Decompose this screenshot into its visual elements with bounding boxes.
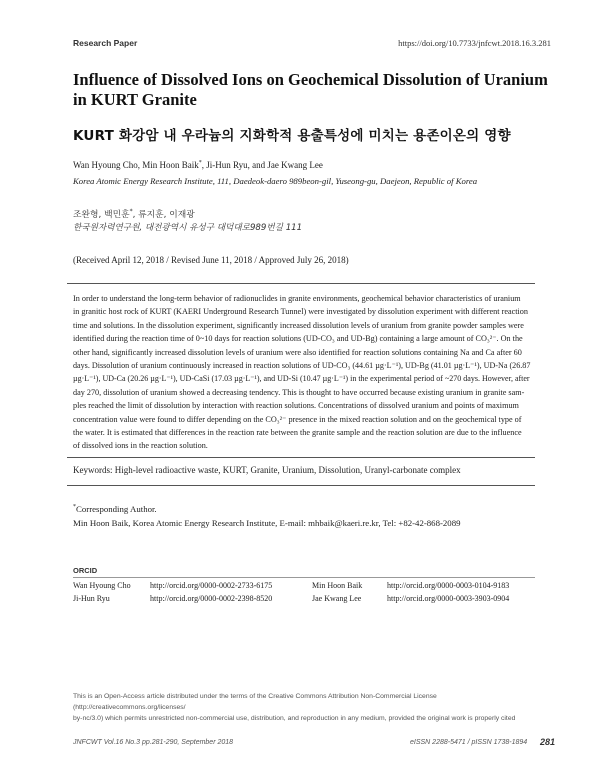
keywords: Keywords: High-level radioactive waste, KURT, Granite, Uranium, Dissolution, Uranyl-carbonate complex	[73, 465, 461, 475]
abstract-line: In order to understand the long-term behavior of radionuclides in granite environments, geochemical behavior characteristics of uranium	[73, 294, 521, 303]
doi-link[interactable]: https://doi.org/10.7733/jnfcwt.2018.16.3.281	[398, 38, 551, 48]
issn: eISSN 2288-5471 / pISSN 1738-1894	[410, 739, 528, 746]
abstract-line: identified during the reaction time of 0~10 days for reaction solutions (UD-CO₃ and UD-Bg) containing a large amount of CO₃²⁻. On the	[73, 334, 523, 344]
abstract-line: time and solutions. In the dissolution experiment, significantly increased dissolution levels of uranium from granite powder samples were	[73, 320, 524, 330]
abstract-line: other hand, significantly increased dissolution levels of uranium were also identified for reaction solutions containing Na and Ca after 60	[73, 347, 522, 357]
author-names-korean-first: 조완형, 백민훈	[73, 210, 130, 220]
abstract-line: day 270, dissolution of uranium showed a decreasing tendency. This is thought to have occurred because existing uranium in granite sam-	[73, 387, 525, 397]
affiliation-korean: 한국원자력연구원, 대전광역시 유성구 대덕대로989번길 111	[73, 223, 303, 233]
corresponding-mark: *	[198, 160, 202, 166]
corresponding-author-details: Min Hoon Baik, Korea Atomic Energy Research Institute, E-mail: mhbaik@kaeri.re.kr, Tel: +82-42-868-2089	[73, 518, 461, 528]
abstract-line: of dissolved ions in the reaction solution.	[73, 441, 208, 451]
corresponding-footnote-mark: *	[73, 504, 76, 511]
orcid-link[interactable]: http://orcid.org/0000-0003-3903-0904	[387, 594, 510, 603]
orcid-heading: ORCID	[73, 566, 98, 575]
corresponding-mark-korean: *	[129, 208, 133, 216]
orcid-name: Jae Kwang Lee	[312, 594, 362, 603]
author-list	[73, 160, 323, 170]
abstract-top-rule	[67, 283, 535, 284]
author-names-rest: , Ji-Hun Ryu, and Jae Kwang Lee	[201, 160, 323, 170]
received-dates: (Received April 12, 2018 / Revised June 11, 2018 / Approved July 26, 2018)	[73, 255, 349, 265]
orcid-name: Min Hoon Baik	[312, 581, 363, 590]
license-line: by-nc/3.0) which permits unrestricted non-commercial use, distribution, and reproduction in any medium, provided the original work is properly cited	[73, 715, 516, 722]
orcid-link[interactable]: http://orcid.org/0000-0002-2398-8520	[150, 594, 273, 603]
corresponding-label-text: Corresponding Author.	[76, 504, 157, 514]
author-names-first: Wan Hyoung Cho, Min Hoon Baik	[73, 160, 199, 170]
abstract-line: concentration value were found to differ depending on the CO₃²⁻ presence in the mixed reaction solution and on the geochemical type of	[73, 414, 522, 424]
abstract-bottom-rule	[67, 457, 535, 458]
keywords-rule	[67, 485, 535, 486]
paper-title-korean: KURT 화강암 내 우라늄의 지화학적 용출특성에 미치는 용존이온의 영향	[73, 128, 511, 144]
author-names-korean-rest: , 류지훈, 이재광	[132, 210, 195, 220]
page-number: 281	[540, 737, 556, 747]
section-label: Research Paper	[73, 38, 138, 48]
orcid-link[interactable]: http://orcid.org/0000-0002-2733-6175	[150, 581, 273, 590]
abstract	[73, 292, 533, 453]
author-list-korean	[73, 207, 195, 220]
orcid-name: Wan Hyoung Cho	[73, 581, 131, 590]
corresponding-author-label	[73, 504, 157, 514]
license-line: This is an Open-Access article distributed under the terms of the Creative Commons Attribution Non-Commercial License (http://creativecommons.org/licenses/	[73, 693, 437, 711]
affiliation: Korea Atomic Energy Research Institute, 111, Daedeok-daero 989beon-gil, Yuseong-gu, Daejeon, Republic of Korea	[73, 176, 478, 186]
abstract-line: the water. It is estimated that differences in the reaction rate between the granite sample and the reaction solution are due to the influence	[73, 428, 522, 438]
paper-title: Influence of Dissolved Ions on Geochemical Dissolution of Uranium in KURT Granite	[73, 70, 548, 109]
abstract-line: in granitic host rock of KURT (KAERI Underground Research Tunnel) were investigated by dissolution experiment with different reaction	[73, 307, 528, 317]
journal-citation: JNFCWT Vol.16 No.3 pp.281-290, September 2018	[73, 739, 234, 746]
orcid-name: Ji-Hun Ryu	[73, 594, 110, 603]
license-note	[73, 691, 543, 724]
orcid-link[interactable]: http://orcid.org/0000-0003-0104-9183	[387, 581, 510, 590]
abstract-line: days. Dissolution of uranium continuously increased in reaction solutions of UD-CO₃ (44.61 µg·L⁻¹), UD-Bg (41.01 µg·L⁻¹), UD-Na (26.87	[73, 361, 531, 371]
abstract-line: µg·L⁻¹), UD-Ca (20.26 µg·L⁻¹), UD-CaSi (17.03 µg·L⁻¹), and UD-Si (10.47 µg·L⁻¹) in the experimental period of ~270 days. However, after	[73, 374, 530, 384]
abstract-line: ples reached the limit of dissolution by interaction with reaction solutions. Concentrations of dissolved uranium and points of maximum	[73, 401, 519, 411]
orcid-rule	[73, 577, 535, 578]
